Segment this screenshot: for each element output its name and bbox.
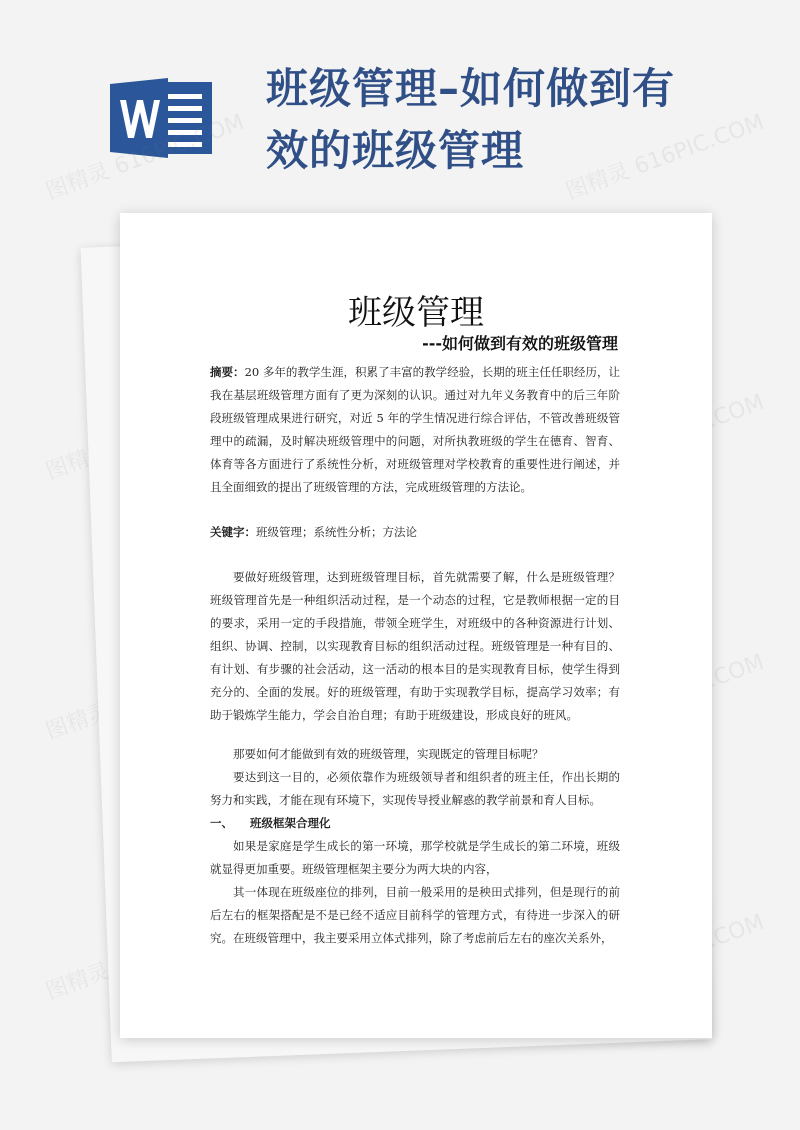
section-number: 一、 — [210, 816, 233, 830]
watermark: 图精灵 616PIC.COM — [562, 109, 768, 205]
abstract-label: 摘要： — [210, 365, 245, 379]
watermark: 图精灵 — [42, 438, 114, 485]
watermark: 图精灵 616PIC.COM — [42, 109, 248, 205]
section-heading — [210, 812, 620, 835]
watermark: 图精灵 — [42, 698, 114, 745]
word-logo-icon — [110, 78, 214, 158]
keywords-paragraph — [210, 521, 620, 544]
document-body — [210, 361, 620, 950]
document-title: 班级管理 — [348, 293, 484, 333]
paragraph-2: 那要如何才能做到有效的班级管理，实现既定的管理目标呢？ — [233, 747, 544, 761]
keywords-label: 关键字： — [210, 525, 256, 539]
abstract-text: 20 多年的教学生涯，积累了丰富的教学经验，长期的班主任任职经历，让我在基层班级管理方面有了更为深刻的认识。通过对九年义务教育中的后三年阶段班级管理成果进行研究，对近 5 年的学生情况进行综合评估，不管改善班级管理中的疏漏，及时解决班级管理中的问题，对所执教班级的学生在德育、智育、体育等各方面进行了系统性分析，对班级管理对学校教育的重要性进行阐述，并且全面细致的提出了班级管理的方法，完成班级管理的方法论。 — [210, 365, 620, 494]
abstract-paragraph — [210, 361, 620, 499]
paragraph-3: 要达到这一目的，必须依靠作为班级领导者和组织者的班主任，作出长期的努力和实践，才能在现有环境下，实现传导授业解惑的教学前景和育人目标。 — [210, 770, 620, 807]
document-subtitle: ---如何做到有效的班级管理 — [422, 334, 618, 353]
paragraph-4: 如果是家庭是学生成长的第一环境，那学校就是学生成长的第二环境，班级就显得更加重要。班级管理框架主要分为两大块的内容， — [210, 839, 620, 876]
document-page — [120, 213, 712, 1038]
header-title: 班级管理–如何做到有效的班级管理 — [266, 64, 676, 175]
section-title: 班级框架合理化 — [250, 816, 331, 830]
watermark: 图精灵 — [42, 958, 114, 1005]
paragraph-1: 要做好班级管理，达到班级管理目标，首先就需要了解，什么是班级管理？班级管理首先是一种组织活动过程，是一个动态的过程，它是教师根据一定的目的要求，采用一定的手段措施，带领全班学生，对班级中的各种资源进行计划、组织、协调、控制，以实现教育目标的组织活动过程。班级管理是一种有目的、有计划、有步骤的社会活动，这一活动的根本目的是实现教育目标，使学生得到充分的、全面的发展。好的班级管理，有助于实现教学目标，提高学习效率；有助于锻炼学生能力，学会自治自理；有助于班级建设，形成良好的班风。 — [210, 570, 620, 722]
keywords-text: 班级管理；系统性分析；方法论 — [256, 525, 417, 539]
paragraph-5: 其一体现在班级座位的排列，目前一般采用的是秧田式排列，但是现行的前后左右的框架搭配是不是已经不适应目前科学的管理方式，有待进一步深入的研究。在班级管理中，我主要采用立体式排列，除了考虑前后左右的座次关系外， — [210, 885, 620, 945]
